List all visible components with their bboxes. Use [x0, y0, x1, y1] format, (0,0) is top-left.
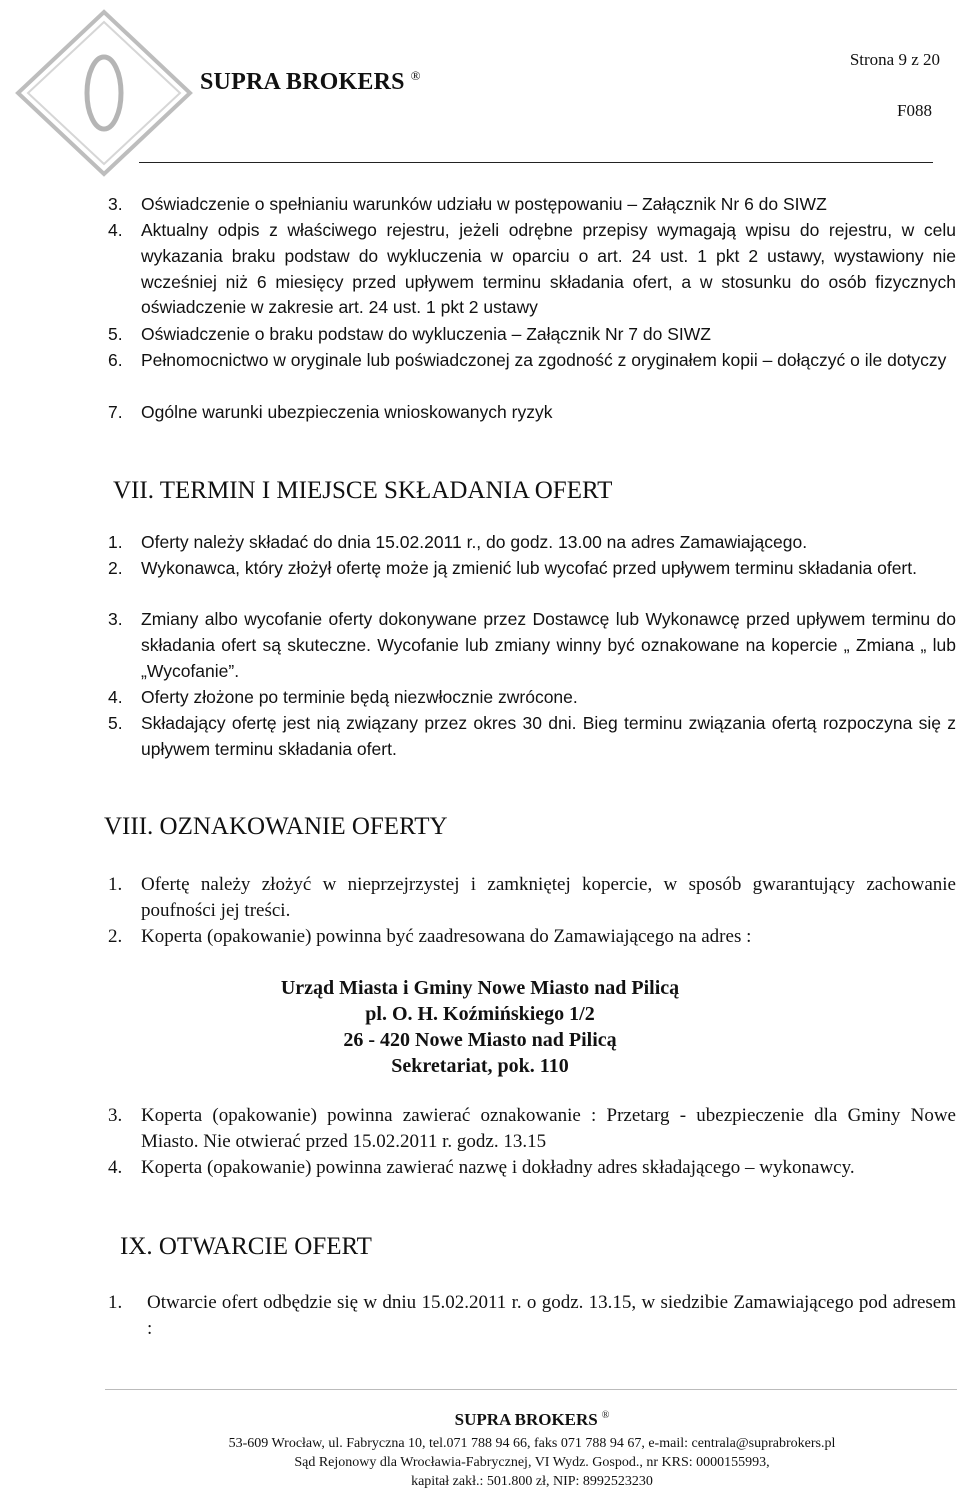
- section-heading: VIII. OZNAKOWANIE OFERTY: [104, 813, 448, 840]
- list-item: 4. Oferty złożone po terminie będą niezwłocznie zwrócone.: [108, 687, 578, 707]
- list-item: 1. Ofertę należy złożyć w nieprzejrzystej i zamkniętej kopercie, w sposób gwarantujący zachowanie poufności jej treści.: [108, 874, 956, 921]
- page-number: Strona 9 z 20: [849, 50, 940, 69]
- list-item: 7. Ogólne warunki ubezpieczenia wnioskowanych ryzyk: [108, 402, 553, 422]
- list-item: 6. Pełnomocnictwo w oryginale lub poświadczonej za zgodność z oryginałem kopii – dołączyć o ile dotyczy: [108, 350, 947, 370]
- address-block: [0, 975, 960, 1079]
- address-line: Sekretariat, pok. 110: [391, 1055, 569, 1077]
- list-item: 4. Koperta (opakowanie) powinna zawierać nazwę i dokładny adres składającego – wykonawcy.: [108, 1157, 855, 1178]
- header-brand: SUPRA BROKERS ®: [200, 68, 421, 95]
- list-item: 4. Aktualny odpis z właściwego rejestru, jeżeli odrębne przepisy wymagają wpisu do rejestru, w celu wykazania braku podstaw do wykluczenia w oparciu o art. 24 ust. 1 pkt 2 ustawy, wystawiony nie wcześniej niż 6 miesięcy przed upływem terminu składania ofert, a w stosunku do osób fizycznych oświadczenie w zakresie art. 24 ust. 1 pkt 2 ustawy: [108, 220, 956, 318]
- header-divider: [139, 162, 933, 163]
- address-line: pl. O. H. Koźmińskiego 1/2: [365, 1003, 595, 1025]
- form-code: F088: [897, 101, 932, 120]
- list-item: 1. Otwarcie ofert odbędzie się w dniu 15.02.2011 r. o godz. 13.15, w siedzibie Zamawiającego pod adresem :: [108, 1292, 956, 1339]
- list-item: 1. Oferty należy składać do dnia 15.02.2011 r., do godz. 13.00 na adres Zamawiającego.: [108, 532, 808, 552]
- address-line: Urząd Miasta i Gminy Nowe Miasto nad Pilicą: [280, 977, 680, 999]
- footer-divider: [105, 1389, 957, 1390]
- address-line: 26 - 420 Nowe Miasto nad Pilicą: [343, 1029, 617, 1051]
- section-heading: IX. OTWARCIE OFERT: [120, 1233, 372, 1260]
- list-item: 3. Oświadczenie o spełnianiu warunków udziału w postępowaniu – Załącznik Nr 6 do SIWZ: [108, 194, 827, 214]
- list-item: 3. Koperta (opakowanie) powinna zawierać oznakowanie : Przetarg - ubezpieczenie dla Gminy Nowe Miasto. Nie otwierać przed 15.02.2011 r. godz. 13.15: [108, 1105, 956, 1152]
- section-heading: VII. TERMIN I MIEJSCE SKŁADANIA OFERT: [113, 477, 613, 504]
- footer-capital: kapitał zakł.: 501.800 zł, NIP: 8992523230: [411, 1474, 653, 1489]
- list-item: 3. Zmiany albo wycofanie oferty dokonywane przez Dostawcę lub Wykonawcę przed upływem terminu do składania ofert są skuteczne. Wycofanie lub zmiany winny być oznakowane na kopercie „ Zmiana „ lub „Wycofanie”.: [108, 609, 956, 681]
- footer-address: 53-609 Wrocław, ul. Fabryczna 10, tel.071 788 94 66, faks 071 788 94 67, e-mail: centrala@suprabrokers.pl: [228, 1436, 836, 1451]
- list-item: 5. Składający ofertę jest nią związany przez okres 30 dni. Bieg terminu związania ofertą rozpoczyna się z upływem terminu składania ofert.: [108, 713, 956, 759]
- footer-brand: SUPRA BROKERS ®: [454, 1410, 610, 1429]
- list-item: 2. Koperta (opakowanie) powinna być zaadresowana do Zamawiającego na adres :: [108, 926, 752, 947]
- company-logo: [14, 8, 194, 178]
- list-item: 2. Wykonawca, który złożył ofertę może ją zmienić lub wycofać przed upływem terminu składania ofert.: [108, 558, 917, 578]
- list-item: 5. Oświadczenie o braku podstaw do wykluczenia – Załącznik Nr 7 do SIWZ: [108, 324, 711, 344]
- footer-registry: Sąd Rejonowy dla Wrocławia-Fabrycznej, VI Wydz. Gospod., nr KRS: 0000155993,: [294, 1455, 770, 1470]
